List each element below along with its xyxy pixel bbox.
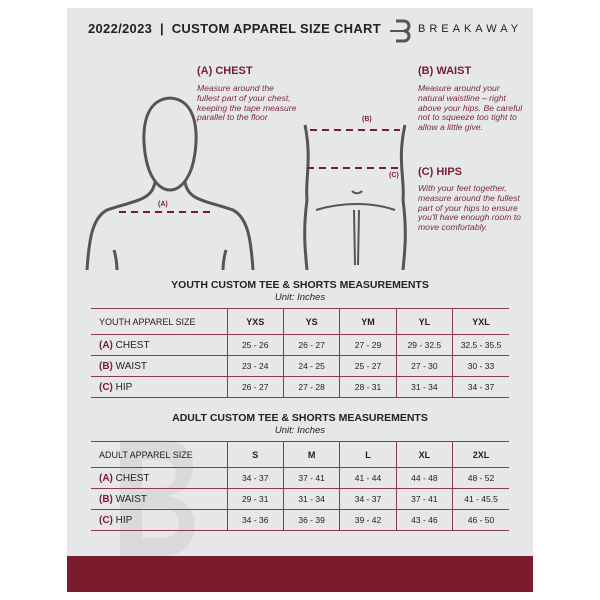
table-header-row (91, 309, 509, 335)
size-column-header: 2XL (453, 442, 509, 468)
table-cell: 43 - 46 (396, 510, 452, 531)
measurement-name: WAIST (115, 360, 147, 372)
table-cell: 27 - 28 (283, 377, 339, 398)
measurement-label (91, 335, 227, 356)
table-cell: 25 - 27 (340, 356, 396, 377)
measurement-label (91, 356, 227, 377)
table-cell: 34 - 37 (340, 489, 396, 510)
measurement-code: (B) (99, 493, 113, 505)
table-cell: 44 - 48 (396, 468, 452, 489)
chest-marker: (A) (158, 201, 168, 208)
table-row (91, 510, 509, 531)
table-row (91, 377, 509, 398)
table-cell: 24 - 25 (283, 356, 339, 377)
size-column-header: YS (283, 309, 339, 335)
table-cell: 25 - 26 (227, 335, 283, 356)
table-cell: 26 - 27 (227, 377, 283, 398)
youth-title: YOUTH CUSTOM TEE & SHORTS MEASUREMENTS (171, 279, 429, 291)
table-cell: 27 - 29 (340, 335, 396, 356)
table-row (91, 468, 509, 489)
chest-heading: (A) CHEST (197, 65, 253, 77)
youth-unit: Unit: Inches (274, 292, 326, 303)
table-cell: 41 - 45.5 (453, 489, 509, 510)
table-row (91, 489, 509, 510)
size-header: YOUTH APPAREL SIZE (91, 309, 227, 335)
brand-name: BREAKAWAY (418, 23, 523, 35)
measurement-code: (C) (99, 514, 113, 526)
measurement-code: (A) (99, 339, 113, 351)
table-cell: 37 - 41 (283, 468, 339, 489)
brand-logo-icon (388, 18, 414, 44)
measurement-name: CHEST (115, 339, 150, 351)
size-column-header: YXS (227, 309, 283, 335)
size-column-header: XL (396, 442, 452, 468)
table-row (91, 335, 509, 356)
table-header-row (91, 442, 509, 468)
table-cell: 29 - 32.5 (396, 335, 452, 356)
table-cell: 29 - 31 (227, 489, 283, 510)
table-row (91, 356, 509, 377)
table-cell: 26 - 27 (283, 335, 339, 356)
page-title: 2022/2023 | CUSTOM APPAREL SIZE CHART (88, 21, 381, 36)
size-column-header: YM (340, 309, 396, 335)
waist-heading: (B) WAIST (418, 65, 472, 77)
table-cell: 36 - 39 (283, 510, 339, 531)
measurement-code: (A) (99, 472, 113, 484)
table-cell: 34 - 37 (453, 377, 509, 398)
table-cell: 31 - 34 (396, 377, 452, 398)
footer-bar (67, 556, 533, 592)
table-cell: 34 - 37 (227, 468, 283, 489)
adult-title: ADULT CUSTOM TEE & SHORTS MEASUREMENTS (172, 412, 428, 424)
table-cell: 28 - 31 (340, 377, 396, 398)
adult-unit: Unit: Inches (274, 425, 326, 436)
table-cell: 31 - 34 (283, 489, 339, 510)
table-cell: 37 - 41 (396, 489, 452, 510)
hips-heading: (C) HIPS (418, 166, 462, 178)
measurement-name: HIP (115, 514, 133, 526)
table-cell: 32.5 - 35.5 (453, 335, 509, 356)
measurement-code: (B) (99, 360, 113, 372)
adult-size-table (91, 441, 509, 531)
table-cell: 23 - 24 (227, 356, 283, 377)
size-header: ADULT APPAREL SIZE (91, 442, 227, 468)
table-cell: 46 - 50 (453, 510, 509, 531)
size-column-header: L (340, 442, 396, 468)
measurement-label (91, 468, 227, 489)
youth-size-table (91, 308, 509, 398)
measurement-name: CHEST (115, 472, 150, 484)
measurement-name: HIP (115, 381, 133, 393)
table-cell: 48 - 52 (453, 468, 509, 489)
table-cell: 34 - 36 (227, 510, 283, 531)
hips-description: With your feet together, measure around the fullest part of your hips to ensure you'll have enough room to move comfortably. (418, 183, 521, 233)
measurement-label (91, 510, 227, 531)
table-cell: 30 - 33 (453, 356, 509, 377)
waist-marker: (B) (362, 116, 372, 123)
size-column-header: YXL (453, 309, 509, 335)
chest-description: Measure around the fullest part of your chest, keeping the tape measure parallel to the floor (197, 83, 297, 123)
waist-description: Measure around your natural waistline – right above your hips. Be careful not to squeeze too tight to allow a little give. (418, 83, 523, 133)
measurement-code: (C) (99, 381, 113, 393)
measurement-name: WAIST (115, 493, 147, 505)
size-column-header: M (283, 442, 339, 468)
size-column-header: S (227, 442, 283, 468)
measurement-label (91, 489, 227, 510)
size-column-header: YL (396, 309, 452, 335)
hips-marker: (C) (389, 172, 399, 179)
measurement-label (91, 377, 227, 398)
table-cell: 41 - 44 (340, 468, 396, 489)
table-cell: 27 - 30 (396, 356, 452, 377)
table-cell: 39 - 42 (340, 510, 396, 531)
